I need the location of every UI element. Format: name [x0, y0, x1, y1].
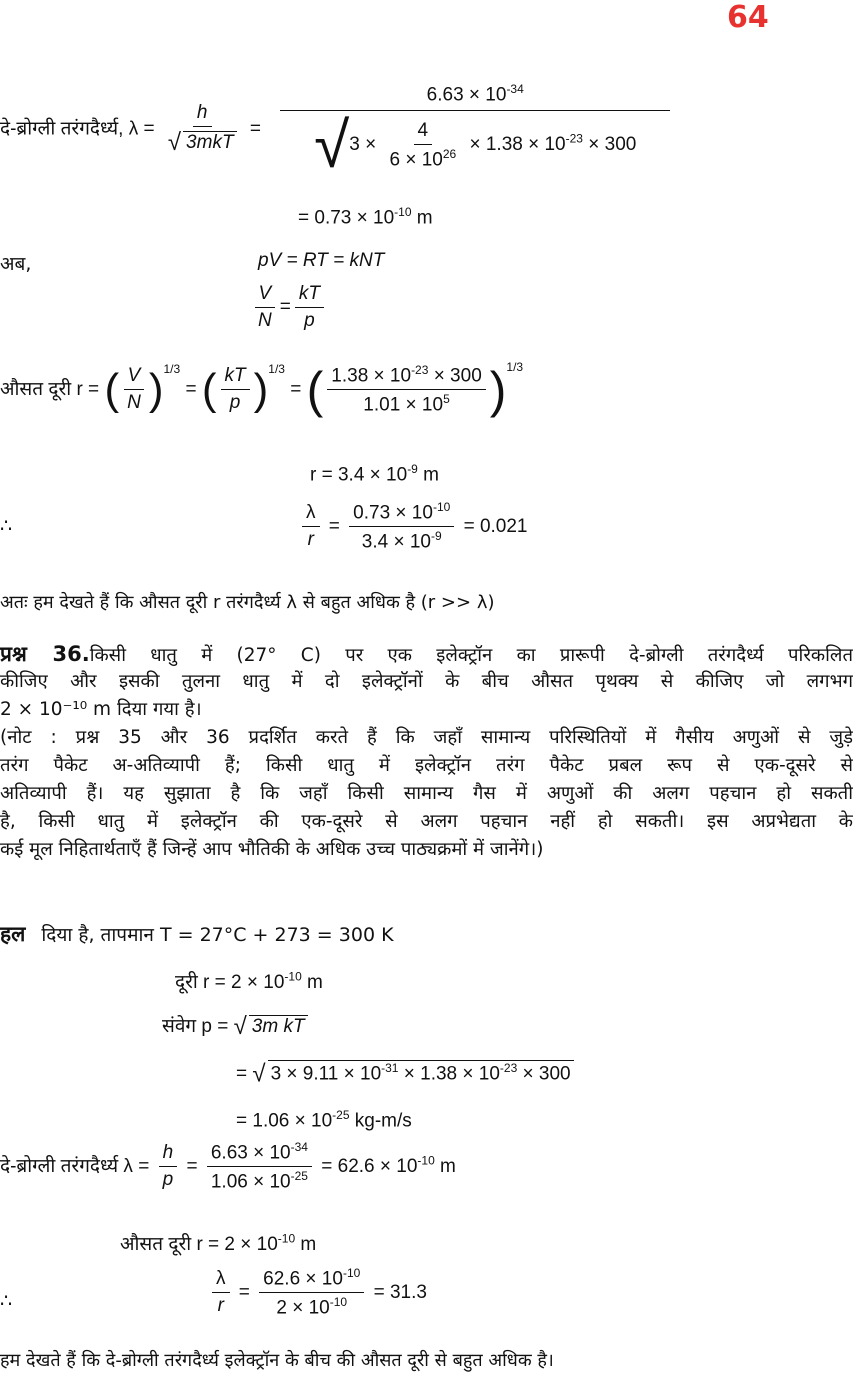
question-line: कीजिए और इसकी तुलना धातु में दो इलेक्ट्रॉनों के बीच औसत पृथक्य से कीजिए जो लगभग — [0, 671, 853, 692]
ab-label: अब, — [0, 253, 32, 275]
numerator: $6.63 \times 10^{-34}$ — [280, 82, 670, 111]
note-line: तरंग पैकेट अ-अतिव्यापी हैं; किसी धातु में इलेक्ट्रॉन तरंग पैकेट प्रबल रूप से एक-दूसरे से — [0, 755, 853, 776]
denominator: √3 × $\frac{4}{6 \times 10^{26}}$ × $1.38 \times 10^{-23} \times 300$ — [314, 109, 637, 182]
therefore-symbol: ∴ — [0, 516, 13, 537]
conclusion-2: हम देखते हैं कि दे-ब्रोग्ली तरंगदैर्ध्य इलेक्ट्रॉन के बीच की औसत दूरी से बहुत अधिक है। — [0, 1350, 554, 1371]
question-line: प्रश्न 36.किसी धातु में (27° C) पर एक इलेक्ट्रॉन का प्रारूपी दे-ब्रोग्ली तरंगदैर्ध्य परिकलित — [0, 642, 853, 666]
debroglie-equation-1: दे-ब्रोग्ली तरंगदैर्ध्य, λ = $\frac{h}{\text{√ 3mkT}}$ = $6.63 \times 10^{-34}$ √3 × $\frac{4}{6 \times 10^{26}}$ × $1.38 \times 10^{-23} \times 300$ — [0, 82, 674, 177]
numerator: h — [193, 102, 212, 127]
ratio-equation-1: $\frac{\lambda}{r}$ = $\frac{0.73 \times 10^{-10}}{3.4 \times 10^{-9}}$ = 0.021 — [298, 500, 528, 554]
note-line: है, किसी धातु में इलेक्ट्रॉन की एक-दूसरे से अलग पहचान नहीं हो सकती। इस अप्रभेद्यता के — [0, 811, 853, 832]
momentum-result: = $1.06 \times 10^{-25}$ kg-m/s — [236, 1108, 412, 1132]
note-line: कई मूल निहितार्थताएँ हैं जिन्हें आप भौतिकी के अधिक उच्च पाठ्यक्रमों में जानेंगे।) — [0, 839, 544, 860]
page-number: 64 — [727, 0, 769, 35]
conclusion-1: अतः हम देखते हैं कि औसत दूरी r तरंगदैर्ध्य λ से बहुत अधिक है (r >> λ) — [0, 592, 495, 613]
question-line: 2 × 10⁻¹⁰ m दिया गया है। — [0, 699, 202, 720]
momentum-formula: संवेग p = √ 3m kT — [162, 1012, 308, 1041]
ratio-equation-2: $\frac{\lambda}{r}$ = $\frac{62.6 \times 10^{-10}}{2 \times 10^{-10}}$ = 31.3 — [208, 1266, 427, 1320]
note-line: अतिव्यापी हैं। यह सुझाता है कि जहाँ किसी सामान्य गैस में अणुओं की अलग पहचान हो सकती — [0, 783, 853, 804]
equals: = — [249, 118, 261, 140]
solution-line: हल दिया है, तापमान T = 27°C + 273 = 300 K — [0, 922, 394, 946]
average-distance-equation: औसत दूरी r = ( $\frac{V}{N}$ )$^{1/3}$ = ( $\frac{kT}{p}$ )$^{1/3}$ = ( $\frac{1.38 \times 10^{-23} \times 300}{1.01 \times 10^5}$ )$^{1/3}$ — [0, 360, 524, 418]
v-over-n-equation: $\frac{V}{N}$ = $\frac{kT}{p}$ — [250, 283, 328, 332]
ideal-gas-equation: pV = RT = kNT — [258, 250, 385, 271]
average-distance-given: औसत दूरी $r = 2 \times 10^{-10}$ m — [120, 1231, 317, 1255]
equation-1-result: = $0.73 \times 10^{-10}$ m — [298, 205, 433, 229]
equation-label: दे-ब्रोग्ली तरंगदैर्ध्य, λ = — [0, 118, 155, 140]
therefore-symbol: ∴ — [0, 1291, 13, 1312]
momentum-calculation: = √ $3 \times 9.11 \times 10^{-31} \times 1.38 \times 10^{-23} \times 300$ — [236, 1060, 574, 1088]
debroglie-equation-2: दे-ब्रोग्ली तरंगदैर्ध्य λ = $\frac{h}{p}$ = $\frac{6.63 \times 10^{-34}}{1.06 \times 10^{-25}}$ = $62.6 \times 10^{-10}$ m — [0, 1140, 456, 1193]
note-line: (नोट : प्रश्न 35 और 36 प्रदर्शित करते हैं कि जहाँ सामान्य परिस्थितियों में गैसीय अणुओं से जुड़े — [0, 727, 853, 748]
distance-given: दूरी $r = 2 \times 10^{-10}$ m — [175, 969, 323, 993]
denominator: 3mkT — [183, 131, 237, 154]
r-value: $r = 3.4 \times 10^{-9}$ m — [310, 462, 439, 486]
